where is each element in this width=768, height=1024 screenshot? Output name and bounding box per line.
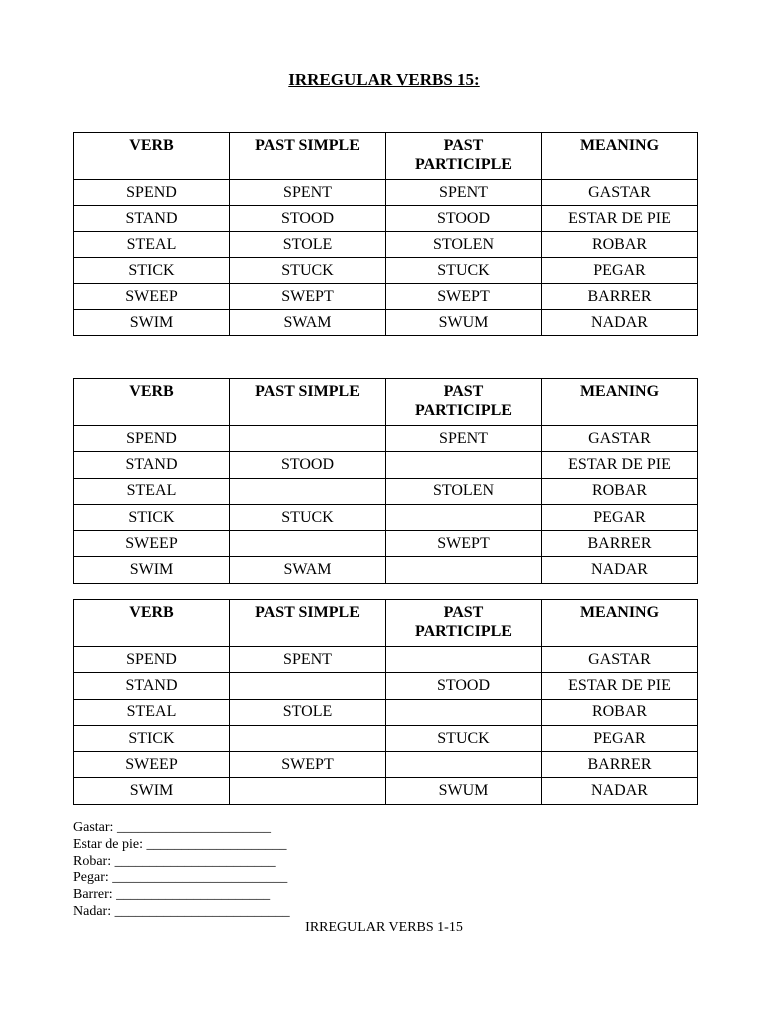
cell-past-simple: SWAM	[230, 310, 386, 336]
cell-meaning: NADAR	[542, 557, 698, 583]
cell-meaning: GASTAR	[542, 180, 698, 206]
header-past-participle-line2: PARTICIPLE	[415, 623, 512, 640]
cell-meaning: PEGAR	[542, 725, 698, 751]
verb-table-complete	[73, 132, 698, 336]
cell-past-participle[interactable]	[386, 647, 542, 673]
cell-past-participle: SWUM	[386, 310, 542, 336]
exercise-label: Barrer:	[73, 887, 113, 903]
table-row	[74, 699, 698, 725]
cell-verb: STAND	[74, 673, 230, 699]
cell-past-participle: STUCK	[386, 725, 542, 751]
verb-table-exercise-2	[73, 599, 698, 805]
cell-past-simple[interactable]	[230, 778, 386, 804]
page-title: IRREGULAR VERBS 15:	[288, 70, 480, 89]
table-row	[74, 478, 698, 504]
table-row	[74, 557, 698, 583]
cell-past-participle[interactable]	[386, 699, 542, 725]
cell-past-simple: STOLE	[230, 232, 386, 258]
header-meaning: MEANING	[542, 133, 698, 180]
header-past-participle	[386, 600, 542, 647]
cell-past-participle[interactable]	[386, 452, 542, 478]
cell-past-participle: SWEPT	[386, 531, 542, 557]
cell-meaning: BARRER	[542, 752, 698, 778]
answer-blank[interactable]: _______________________	[114, 853, 276, 869]
cell-past-participle: STUCK	[386, 258, 542, 284]
header-past-participle-line2: PARTICIPLE	[415, 402, 512, 419]
exercise-line	[73, 904, 290, 921]
cell-meaning: ROBAR	[542, 699, 698, 725]
header-row	[74, 379, 698, 426]
cell-verb: STAND	[74, 452, 230, 478]
cell-meaning: NADAR	[542, 778, 698, 804]
header-past-simple: PAST SIMPLE	[230, 600, 386, 647]
answer-blank[interactable]: ______________________	[116, 887, 271, 903]
cell-past-simple: SWEPT	[230, 284, 386, 310]
header-past-participle	[386, 379, 542, 426]
cell-past-participle[interactable]	[386, 557, 542, 583]
cell-meaning: ESTAR DE PIE	[542, 206, 698, 232]
exercise-label: Gastar:	[73, 820, 114, 835]
cell-past-participle: STOLEN	[386, 232, 542, 258]
header-verb: VERB	[74, 379, 230, 426]
cell-meaning: BARRER	[542, 284, 698, 310]
table-row	[74, 232, 698, 258]
cell-meaning: PEGAR	[542, 258, 698, 284]
answer-blank[interactable]: _________________________	[112, 870, 288, 886]
table-row	[74, 647, 698, 673]
header-past-participle-line1: PAST	[443, 604, 484, 621]
header-past-participle-line2: PARTICIPLE	[415, 156, 512, 173]
cell-verb: SWIM	[74, 557, 230, 583]
cell-past-participle: STOOD	[386, 206, 542, 232]
header-meaning: MEANING	[542, 600, 698, 647]
cell-verb: STICK	[74, 725, 230, 751]
header-verb: VERB	[74, 133, 230, 180]
cell-verb: STAND	[74, 206, 230, 232]
cell-verb: STEAL	[74, 478, 230, 504]
answer-blank[interactable]: ______________________	[116, 820, 271, 835]
cell-meaning: ESTAR DE PIE	[542, 452, 698, 478]
cell-verb: STICK	[74, 258, 230, 284]
cell-meaning: BARRER	[542, 531, 698, 557]
exercise-label: Pegar:	[73, 870, 109, 886]
table-row	[74, 284, 698, 310]
cell-meaning: GASTAR	[542, 647, 698, 673]
cell-meaning: ROBAR	[542, 478, 698, 504]
cell-verb: STICK	[74, 504, 230, 530]
cell-past-simple: STOLE	[230, 699, 386, 725]
cell-meaning: PEGAR	[542, 504, 698, 530]
cell-past-simple: SWEPT	[230, 752, 386, 778]
exercise-label: Nadar:	[73, 903, 112, 919]
header-past-participle	[386, 133, 542, 180]
cell-past-simple: STUCK	[230, 258, 386, 284]
exercise-line	[73, 837, 290, 854]
cell-past-simple[interactable]	[230, 478, 386, 504]
table-row	[74, 206, 698, 232]
table-row	[74, 752, 698, 778]
table-row	[74, 452, 698, 478]
cell-meaning: GASTAR	[542, 426, 698, 452]
cell-verb: SPEND	[74, 180, 230, 206]
exercise-line	[73, 887, 290, 904]
header-past-simple: PAST SIMPLE	[230, 379, 386, 426]
cell-past-simple[interactable]	[230, 426, 386, 452]
cell-past-participle: STOOD	[386, 673, 542, 699]
table-row	[74, 778, 698, 804]
table-row	[74, 180, 698, 206]
cell-past-simple: STOOD	[230, 206, 386, 232]
exercise-line	[73, 820, 290, 837]
header-row	[74, 133, 698, 180]
cell-past-simple[interactable]	[230, 725, 386, 751]
table-row	[74, 531, 698, 557]
cell-past-simple: STOOD	[230, 452, 386, 478]
cell-meaning: NADAR	[542, 310, 698, 336]
header-past-simple: PAST SIMPLE	[230, 133, 386, 180]
cell-verb: SPEND	[74, 647, 230, 673]
header-verb: VERB	[74, 600, 230, 647]
cell-past-simple: SWAM	[230, 557, 386, 583]
header-past-participle-line1: PAST	[443, 137, 484, 154]
answer-blank[interactable]: ____________________	[146, 836, 287, 852]
cell-past-participle: SWUM	[386, 778, 542, 804]
cell-past-participle[interactable]	[386, 752, 542, 778]
header-meaning: MEANING	[542, 379, 698, 426]
cell-verb: STEAL	[74, 232, 230, 258]
exercise-label: Estar de pie:	[73, 836, 143, 852]
page-footer: IRREGULAR VERBS 1-15	[305, 920, 463, 935]
cell-verb: SWEEP	[74, 752, 230, 778]
header-row	[74, 600, 698, 647]
exercise-label: Robar:	[73, 853, 112, 869]
table-row	[74, 426, 698, 452]
cell-past-participle: SPENT	[386, 180, 542, 206]
cell-past-participle: SPENT	[386, 426, 542, 452]
cell-verb: SWEEP	[74, 531, 230, 557]
header-past-participle-line1: PAST	[443, 383, 484, 400]
cell-meaning: ESTAR DE PIE	[542, 673, 698, 699]
cell-verb: STEAL	[74, 699, 230, 725]
cell-past-simple[interactable]	[230, 531, 386, 557]
verb-table-exercise-1	[73, 378, 698, 584]
cell-meaning: ROBAR	[542, 232, 698, 258]
cell-past-simple: SPENT	[230, 180, 386, 206]
cell-past-simple[interactable]	[230, 673, 386, 699]
meaning-exercise	[73, 820, 290, 921]
cell-past-participle: SWEPT	[386, 284, 542, 310]
table-row	[74, 310, 698, 336]
exercise-line	[73, 870, 290, 887]
table-row	[74, 673, 698, 699]
cell-verb: SWIM	[74, 310, 230, 336]
table-row	[74, 504, 698, 530]
table-row	[74, 258, 698, 284]
cell-verb: SPEND	[74, 426, 230, 452]
cell-verb: SWEEP	[74, 284, 230, 310]
cell-past-simple: STUCK	[230, 504, 386, 530]
answer-blank[interactable]: _________________________	[114, 903, 290, 919]
cell-past-participle: STOLEN	[386, 478, 542, 504]
cell-past-participle[interactable]	[386, 504, 542, 530]
table-row	[74, 725, 698, 751]
cell-verb: SWIM	[74, 778, 230, 804]
cell-past-simple: SPENT	[230, 647, 386, 673]
exercise-line	[73, 854, 290, 871]
